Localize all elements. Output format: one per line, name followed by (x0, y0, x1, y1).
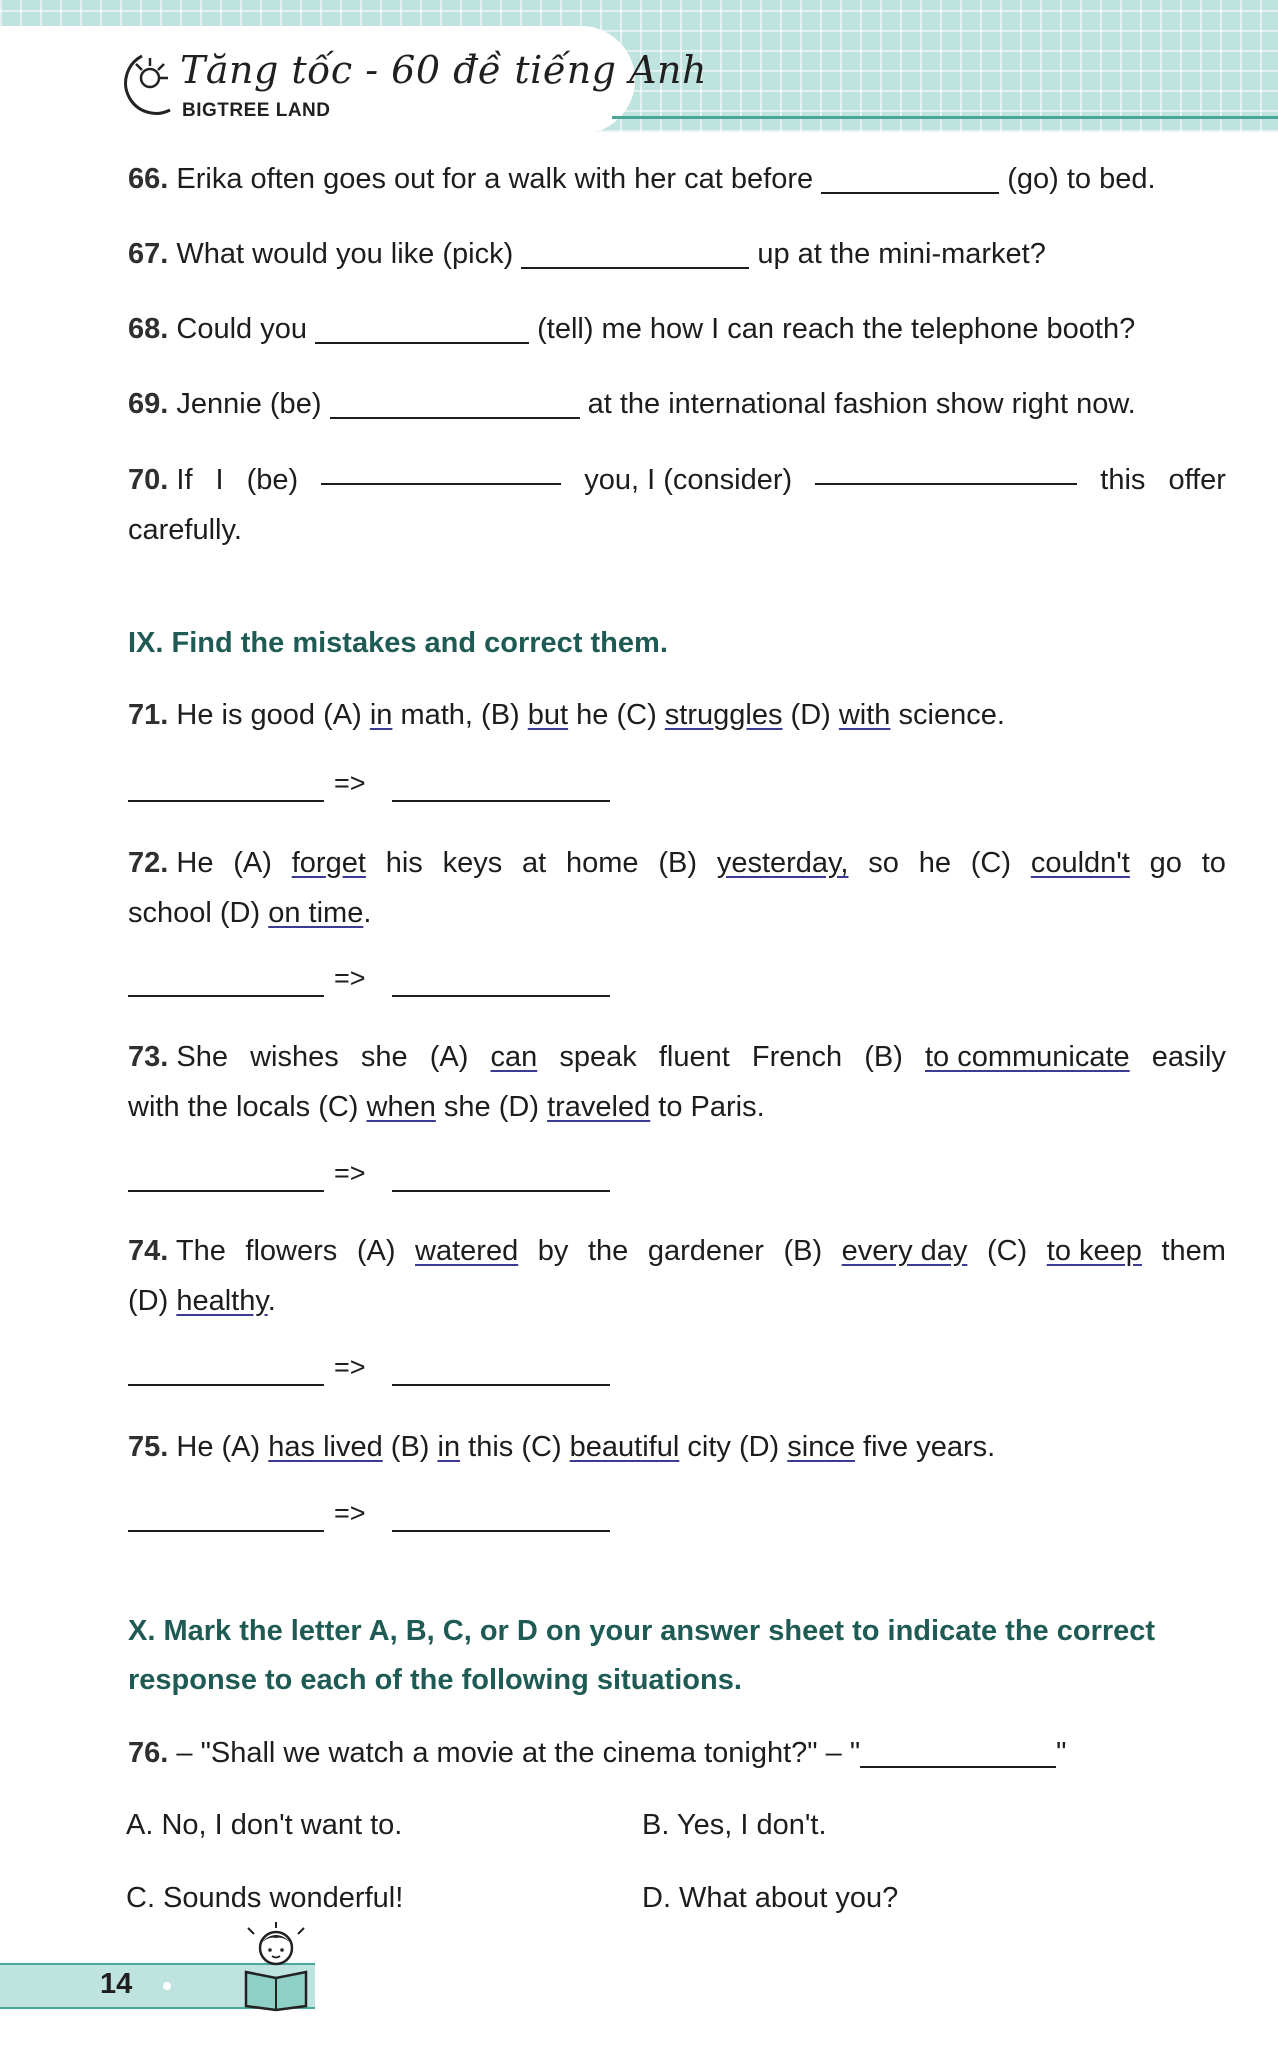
question-text: Could you (176, 313, 307, 345)
question-text: with the locals (C) (128, 1091, 359, 1123)
question-text: so (868, 847, 899, 879)
question-text: French (751, 1041, 843, 1073)
question-text: this (1100, 464, 1146, 496)
question-text: (B) (658, 847, 698, 879)
question-text: to (1201, 847, 1226, 879)
question-text: She (176, 1041, 228, 1073)
question-text: five years. (863, 1431, 996, 1463)
question-text: Erika often goes out for a walk with her cat before (176, 163, 814, 195)
question-text: Jennie (be) (176, 388, 322, 420)
question-text: his (385, 847, 423, 879)
correction-blank[interactable] (392, 1168, 610, 1192)
question-text: (B) (783, 1235, 823, 1267)
question-text: – "Shall we watch a movie at the cinema tonight?" – " (176, 1737, 861, 1769)
publisher-brand: BIGTREE LAND (182, 100, 331, 121)
mistake-blank[interactable] (128, 778, 324, 802)
page-number: 14 (100, 1968, 133, 2000)
underlined-option: has lived (268, 1431, 383, 1463)
question-75 (128, 1422, 1226, 1472)
question-number: 75. (128, 1431, 169, 1463)
question-text: The (175, 1235, 226, 1267)
question-text: go (1149, 847, 1182, 879)
question-68 (128, 304, 1226, 354)
underlined-option: to keep (1046, 1235, 1142, 1267)
question-text: wishes (250, 1041, 339, 1073)
question-text: at the international fashion show right now. (587, 388, 1136, 420)
question-70-line-2: carefully. (128, 514, 242, 546)
section-x-heading: X. Mark the letter A, B, C, or D on your answer sheet to indicate the correct (128, 1615, 1156, 1647)
question-text: fluent (658, 1041, 730, 1073)
question-text: she (D) (443, 1091, 539, 1123)
correction-blank[interactable] (392, 1508, 610, 1532)
question-text: home (566, 847, 639, 879)
section-ix-heading: IX. Find the mistakes and correct them. (128, 627, 668, 659)
question-text: math, (B) (400, 699, 520, 731)
underlined-option: can (490, 1041, 538, 1073)
underlined-option: beautiful (569, 1431, 680, 1463)
arrow-symbol: => (334, 963, 366, 993)
question-text: them (1161, 1235, 1226, 1267)
underlined-option: couldn't (1030, 847, 1130, 879)
correction-blank[interactable] (392, 973, 610, 997)
underlined-option: yesterday, (716, 847, 849, 879)
mistake-blank[interactable] (128, 1508, 324, 1532)
question-text: What would you like (pick) (176, 238, 514, 270)
option-a[interactable]: A. No, I don't want to. (126, 1809, 403, 1841)
question-text: offer (1168, 464, 1226, 496)
question-text: science. (898, 699, 1005, 731)
question-text: I (215, 464, 224, 496)
question-text: you, I (consider) (584, 464, 793, 496)
answer-blank[interactable] (321, 455, 561, 485)
mistake-blank[interactable] (128, 1362, 324, 1386)
underlined-option: healthy (176, 1285, 268, 1317)
question-text: (C) (986, 1235, 1028, 1267)
arrow-symbol: => (334, 1352, 366, 1382)
question-73-line-2 (128, 1082, 1226, 1132)
question-number: 73. (128, 1041, 169, 1073)
correction-blank[interactable] (392, 778, 610, 802)
arrow-symbol: => (334, 1158, 366, 1188)
question-text: If (176, 464, 193, 496)
question-text: (B) (864, 1041, 903, 1073)
footer-dot (163, 1982, 171, 1990)
question-66 (128, 154, 1226, 204)
question-text: up at the mini-market? (757, 238, 1046, 270)
underlined-option: watered (415, 1235, 519, 1267)
question-71 (128, 690, 1226, 740)
question-text: easily (1151, 1041, 1226, 1073)
correction-blank[interactable] (392, 1362, 610, 1386)
option-d[interactable]: D. What about you? (642, 1882, 899, 1914)
answer-blank[interactable] (521, 239, 749, 269)
question-text: He (176, 847, 214, 879)
underlined-option: to communicate (924, 1041, 1130, 1073)
question-text: (D) (790, 699, 831, 731)
question-text: this (C) (468, 1431, 562, 1463)
question-number: 67. (128, 238, 169, 270)
answer-row-73 (128, 1158, 628, 1198)
question-text: (B) (390, 1431, 430, 1463)
question-text: flowers (245, 1235, 338, 1267)
underlined-option: traveled (547, 1091, 651, 1123)
question-text: keys (442, 847, 503, 879)
answer-row-75 (128, 1498, 628, 1538)
arrow-symbol: => (334, 768, 366, 798)
question-74 (128, 1226, 1226, 1276)
question-text: (A) (429, 1041, 469, 1073)
question-text: gardener (647, 1235, 764, 1267)
question-67 (128, 229, 1226, 279)
question-text: by (537, 1235, 569, 1267)
question-number: 68. (128, 313, 169, 345)
question-text: speak (559, 1041, 637, 1073)
question-text: (A) (233, 847, 272, 879)
underlined-option: struggles (664, 699, 783, 731)
question-74-line-2 (128, 1276, 1226, 1326)
question-73 (128, 1032, 1226, 1082)
answer-blank[interactable] (815, 455, 1077, 485)
question-number: 76. (128, 1737, 169, 1769)
question-number: 69. (128, 388, 169, 420)
question-text: (C) (970, 847, 1012, 879)
question-number: 71. (128, 699, 169, 731)
underlined-option: in (437, 1431, 461, 1463)
question-text: (be) (246, 464, 299, 496)
question-text: (A) (356, 1235, 396, 1267)
underlined-option: forget (291, 847, 366, 879)
option-b[interactable]: B. Yes, I don't. (642, 1809, 827, 1841)
underlined-option: every day (841, 1235, 968, 1267)
question-text: (go) to bed. (1007, 163, 1156, 195)
question-text: He is good (A) (176, 699, 362, 731)
question-text: he (C) (576, 699, 657, 731)
question-text: (D) (128, 1285, 169, 1317)
answer-row-74 (128, 1352, 628, 1392)
question-text: at (522, 847, 547, 879)
question-text: He (A) (176, 1431, 261, 1463)
question-number: 72. (128, 847, 169, 879)
mistake-blank[interactable] (128, 1168, 324, 1192)
question-text: to Paris. (658, 1091, 765, 1123)
question-text: she (360, 1041, 408, 1073)
underlined-option: since (787, 1431, 855, 1463)
answer-blank[interactable] (821, 164, 999, 194)
question-text: city (D) (687, 1431, 780, 1463)
question-69 (128, 379, 1226, 429)
answer-row-72 (128, 963, 628, 1003)
question-number: 74. (128, 1235, 169, 1267)
underlined-option: on time (268, 897, 364, 929)
answer-blank[interactable] (860, 1738, 1056, 1768)
question-72-line-2 (128, 888, 1226, 938)
underlined-option: but (527, 699, 569, 731)
question-76 (128, 1728, 1226, 1778)
question-text: . (363, 897, 372, 929)
question-text: he (918, 847, 951, 879)
question-text: school (D) (128, 897, 261, 929)
answer-blank[interactable] (330, 389, 580, 419)
question-70 (128, 455, 1226, 505)
question-number: 70. (128, 464, 169, 496)
question-text: " (1056, 1737, 1067, 1769)
question-text: the (587, 1235, 629, 1267)
question-text: . (267, 1285, 276, 1317)
book-series-title: Tăng tốc - 60 đề tiếng Anh (180, 48, 707, 92)
underlined-option: with (838, 699, 891, 731)
underlined-option: when (366, 1091, 436, 1123)
header-rule (612, 116, 1278, 119)
section-x-heading-line-2: response to each of the following situations. (128, 1664, 742, 1696)
mistake-blank[interactable] (128, 973, 324, 997)
answer-row-71 (128, 768, 628, 808)
reading-child-icon (236, 1922, 316, 2012)
option-c[interactable]: C. Sounds wonderful! (126, 1882, 404, 1914)
underlined-option: in (369, 699, 393, 731)
arrow-symbol: => (334, 1498, 366, 1528)
question-72 (128, 838, 1226, 888)
question-text: (tell) me how I can reach the telephone booth? (537, 313, 1136, 345)
question-number: 66. (128, 163, 169, 195)
answer-blank[interactable] (315, 314, 529, 344)
